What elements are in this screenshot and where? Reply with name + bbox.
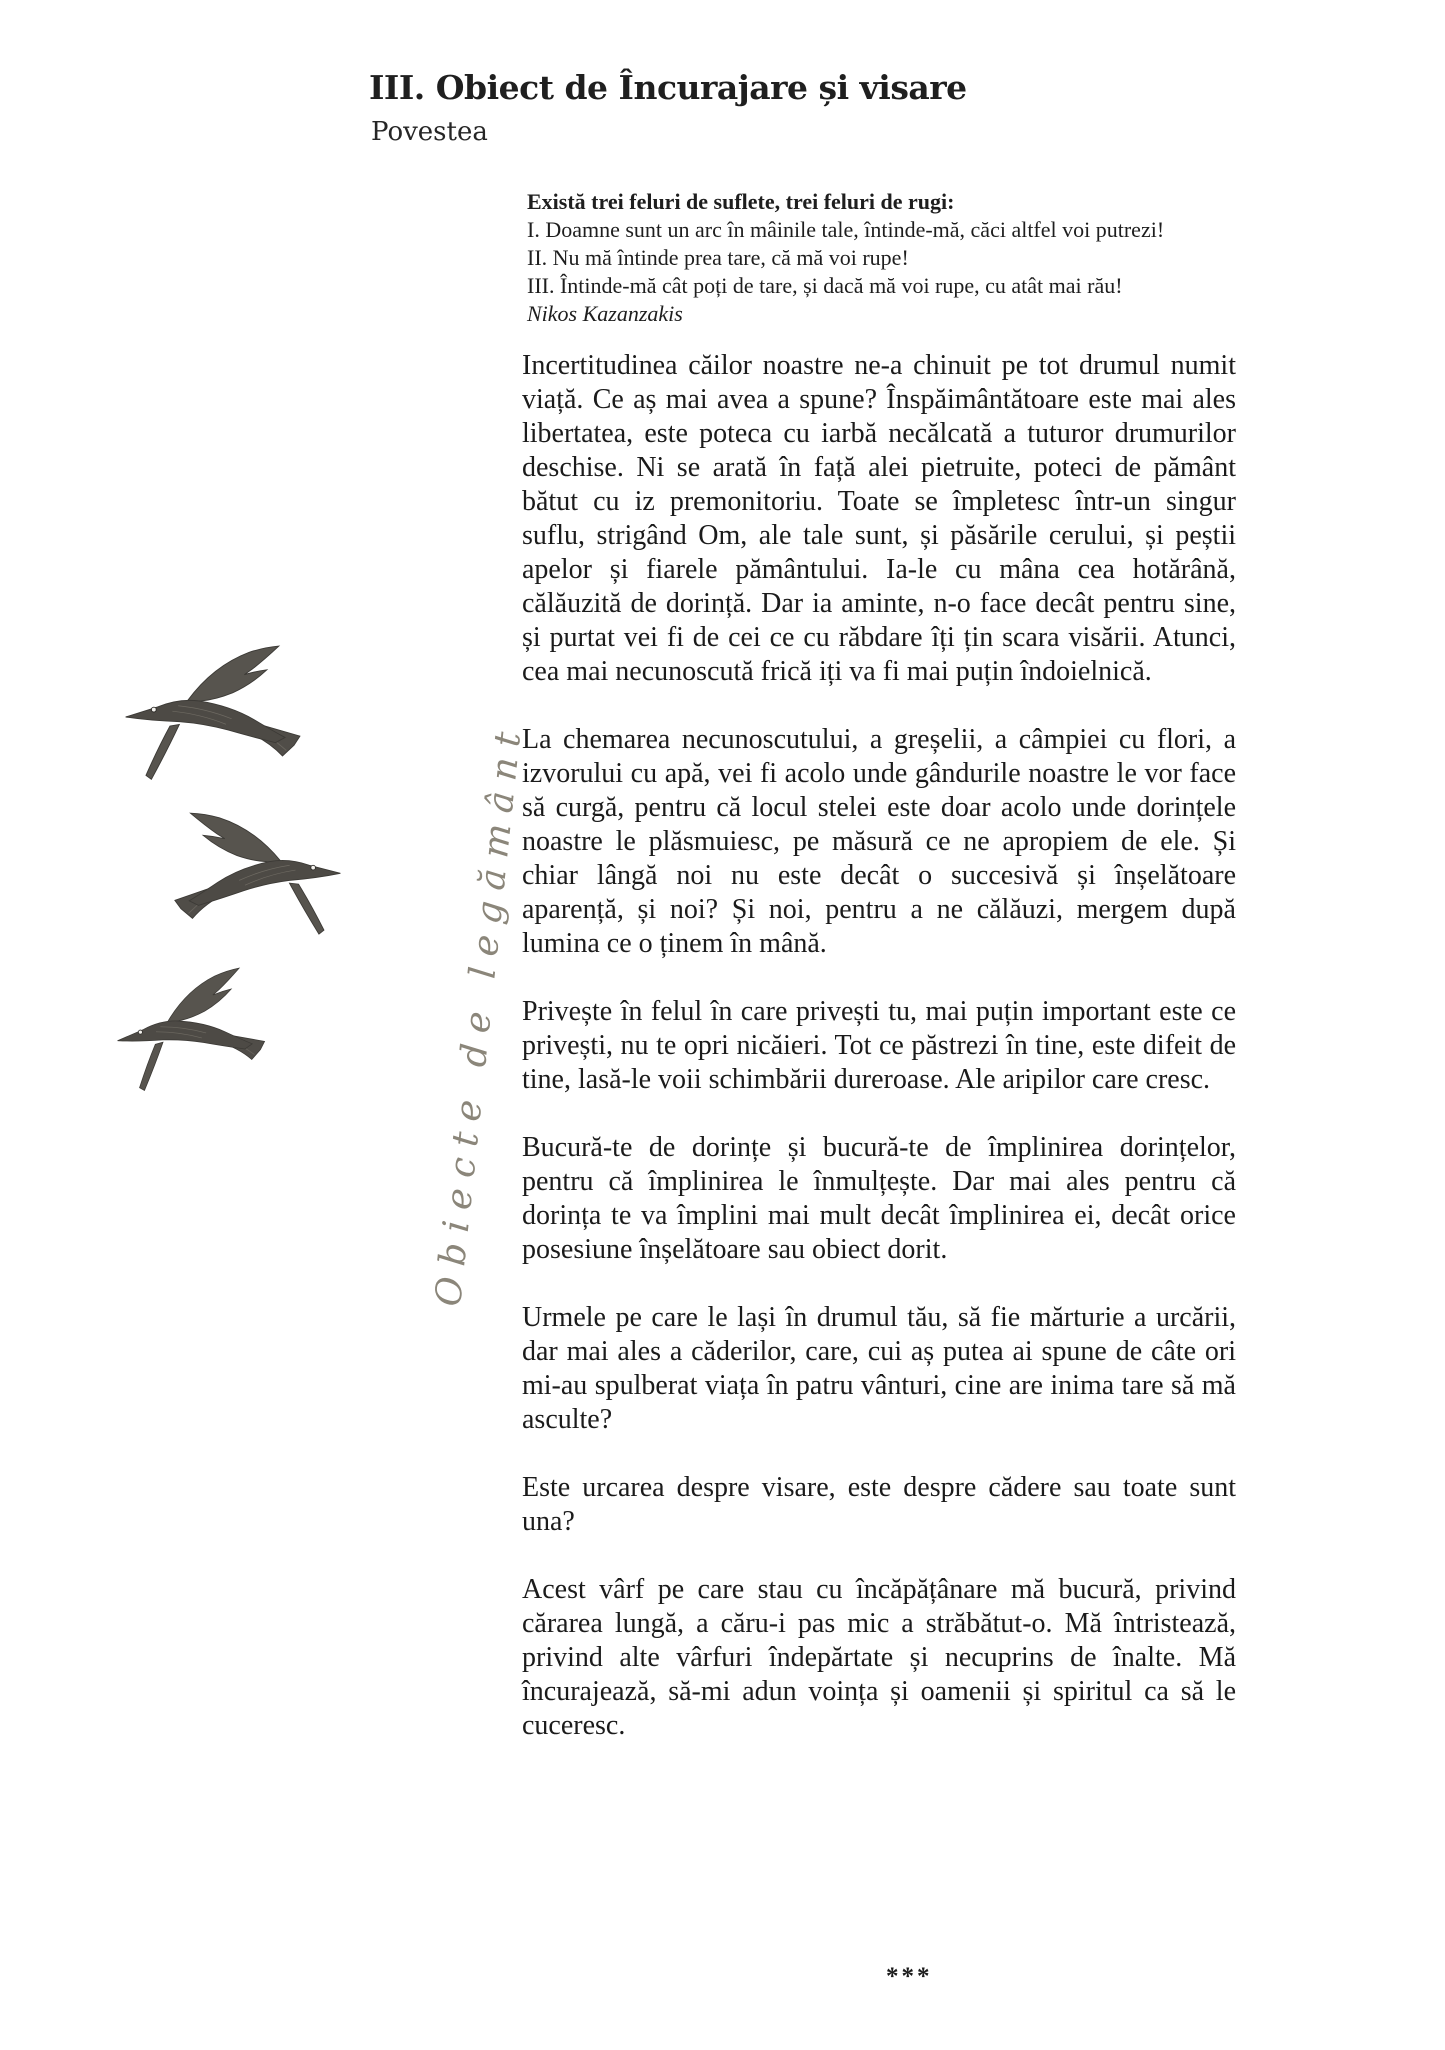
bird-sketch-icon xyxy=(110,965,274,1100)
page-subtitle: Povestea xyxy=(371,117,488,147)
paragraph: Privește în felul în care privești tu, mai puțin important este ce privești, nu te opri nicăieri. Tot ce păstrezi în tine, este difeit de tine, lasă-le voii schimbării dureroase. Ale aripilor care cresc. xyxy=(522,996,1236,1095)
bird-sketch-icon xyxy=(119,639,310,794)
paragraph: Bucură-te de dorințe și bucură-te de împlinirea dorințelor, pentru că împlinirea le înmulțește. Dar mai ales pentru că dorința te va împlini mai mult decât împlinirea ei, decât orice posesiune înșelătoare sau obiect dorit. xyxy=(522,1132,1236,1265)
paragraph: Incertitudinea căilor noastre ne-a chinuit pe tot drumul numit viață. Ce aș mai avea a spune? Înspăimântătoare este mai ales libertatea, este poteca cu iarbă necălcată a tuturor drumurilor deschise. Ni se arată în față alei pietruite, poteci de pământ bătut cu iz premonitoriu. Toate se împletesc într-un singur suflu, strigând Om, ale tale sunt, și păsările cerului, și peștii apelor și fiarele pământului. Ia-le cu mâna cea hotărână, călăuzită de dorință. Dar ia aminte, n-o face decât pentru sine, și purtat vei fi de cei ce cu răbdare îți țin scara visării. Atunci, cea mai necunoscută frică iți va fi mai puțin îndoielnică. xyxy=(522,350,1236,687)
paragraph: Urmele pe care le lași în drumul tău, să fie mărturie a urcării, dar mai ales a căderilor, care, cui aș putea ai spune de câte ori mi-au spulberat viața în patru vânturi, cine are inima tare să mă asculte? xyxy=(522,1302,1236,1435)
bird-sketch-icon xyxy=(160,799,350,956)
epigraph-line-3: III. Întinde-mă cât poți de tare, și dacă mă voi rupe, cu atât mai rău! xyxy=(527,273,1123,298)
footer-separator: *** xyxy=(886,1963,933,1990)
paragraph: Acest vârf pe care stau cu încăpățânare mă bucură, privind cărarea lungă, a căru-i pas mic a străbătut-o. Mă întristează, privind alte vârfuri îndepărtate și necuprins de înalte. Mă încurajează, să-mi adun voința și oamenii și spiritul ca să le cuceresc. xyxy=(522,1574,1236,1741)
epigraph xyxy=(527,188,1247,328)
margin-vertical-text: Obiecte de legământ xyxy=(428,719,531,1309)
paragraph: Este urcarea despre visare, este despre cădere sau toate sunt una? xyxy=(522,1472,1236,1537)
epigraph-line-2: II. Nu mă întinde prea tare, că mă voi rupe! xyxy=(527,245,909,270)
epigraph-heading: Există trei feluri de suflete, trei feluri de rugi: xyxy=(527,189,955,214)
page-title: III. Obiect de Încurajare și visare xyxy=(369,68,967,107)
body-text xyxy=(522,349,1236,1777)
paragraph: La chemarea necunoscutului, a greșelii, a câmpiei cu flori, a izvorului cu apă, vei fi acolo unde gândurile noastre le vor face să curgă, pentru că locul stelei este doar acolo unde dorințele noastre le plăsmuiesc, pe măsură ce ne apropiem de ele. Și chiar lângă noi nu este decât o succesivă și înșelătoare aparență, și noi? Și noi, pentru a ne călăuzi, mergem după lumina ce o ținem în mână. xyxy=(522,724,1236,959)
epigraph-line-1: I. Doamne sunt un arc în mâinile tale, întinde-mă, căci altfel voi putrezi! xyxy=(527,217,1165,242)
epigraph-attribution: Nikos Kazanzakis xyxy=(527,301,683,326)
